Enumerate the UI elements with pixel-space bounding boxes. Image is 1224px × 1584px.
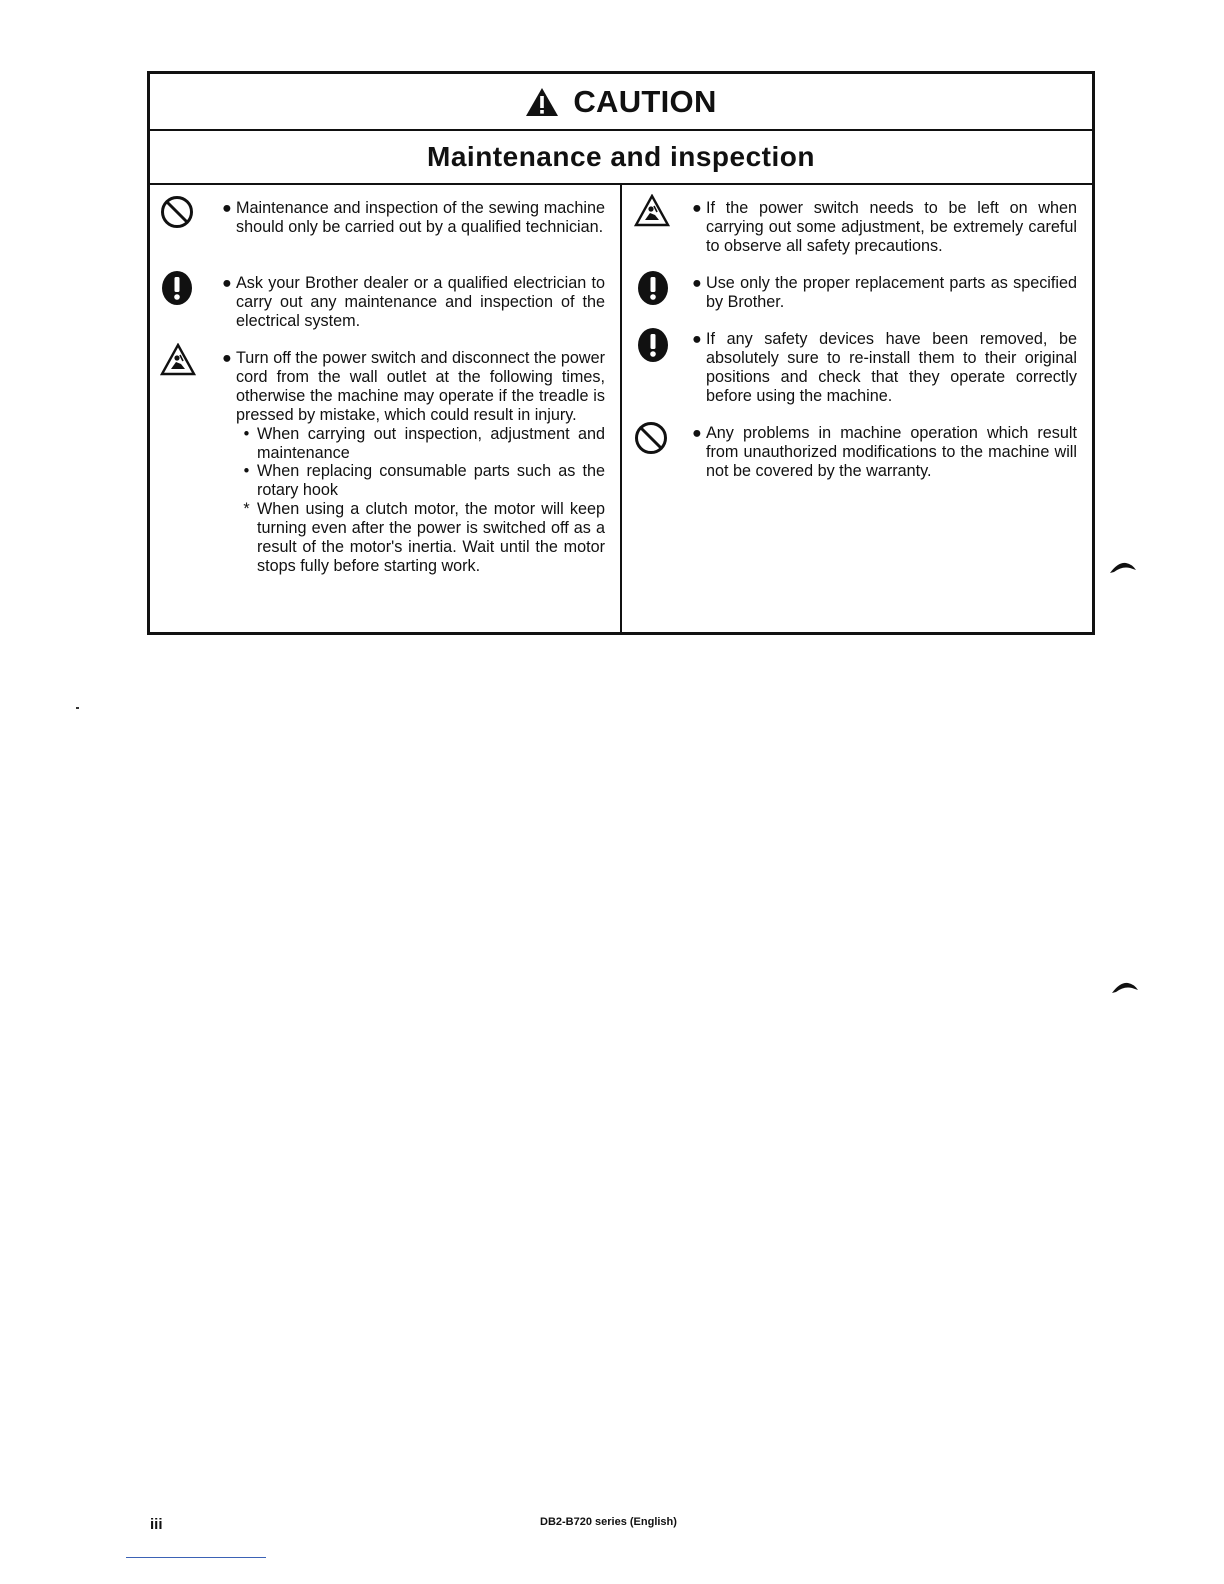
caution-columns <box>150 185 1092 632</box>
prohibition-icon <box>160 195 194 234</box>
hand-injury-warning-icon <box>160 343 196 382</box>
mandatory-action-icon <box>636 270 670 311</box>
footer-rule <box>126 1557 266 1558</box>
document-title: DB2-B720 series (English) <box>540 1516 677 1528</box>
list-item: ● Any problems in machine operation which result from unauthorized modifications to the machine will not be covered by the warranty. <box>692 424 1077 480</box>
hand-injury-warning-icon <box>634 194 670 233</box>
list-item: ● Turn off the power switch and disconnect the power cord from the wall outlet at the following times, otherwise the machine may operate if the treadle is pressed by mistake, which could result in injury. • When carrying out inspection, adjustment and maintenance • When replacing consumable parts such as the rotary hook * When using a clutch motor, the motor will keep turning even after the power is switched off as a result of the motor's inertia. Wait until the motor stops fully before starting work. <box>222 349 605 575</box>
list-item: ● If any safety devices have been removed, be absolutely sure to re-install them to their original positions and check that they operate correctly before using the machine. <box>692 330 1077 405</box>
list-item: ● If the power switch needs to be left on when carrying out some adjustment, be extremely careful to observe all safety precautions. <box>692 199 1077 255</box>
mandatory-action-icon <box>160 270 194 311</box>
list-item: ● Ask your Brother dealer or a qualified electrician to carry out any maintenance and inspection of the electrical system. <box>222 274 605 330</box>
sub-item: • When replacing consumable parts such as the rotary hook <box>243 462 605 500</box>
prohibition-icon <box>634 421 668 460</box>
section-title: Maintenance and inspection <box>427 141 815 172</box>
section-title-row <box>150 131 1092 185</box>
caution-title: CAUTION <box>573 83 717 119</box>
page-number: iii <box>150 1516 163 1533</box>
scan-speck <box>76 707 79 709</box>
warning-triangle-icon <box>525 87 559 117</box>
mandatory-action-icon <box>636 327 670 368</box>
binding-mark-icon <box>1110 980 1140 994</box>
caution-box <box>147 71 1095 635</box>
caution-header <box>150 74 1092 131</box>
binding-mark-icon <box>1108 560 1138 574</box>
sub-item: • When carrying out inspection, adjustment and maintenance <box>243 424 605 462</box>
list-item: ● Use only the proper replacement parts as specified by Brother. <box>692 274 1077 311</box>
left-column <box>150 185 622 632</box>
right-column <box>622 185 1092 632</box>
sub-item: * When using a clutch motor, the motor will keep turning even after the power is switched off as a result of the motor's inertia. Wait until the motor stops fully before starting work. <box>243 500 605 575</box>
list-item: ● Maintenance and inspection of the sewing machine should only be carried out by a qualified technician. <box>222 199 605 236</box>
